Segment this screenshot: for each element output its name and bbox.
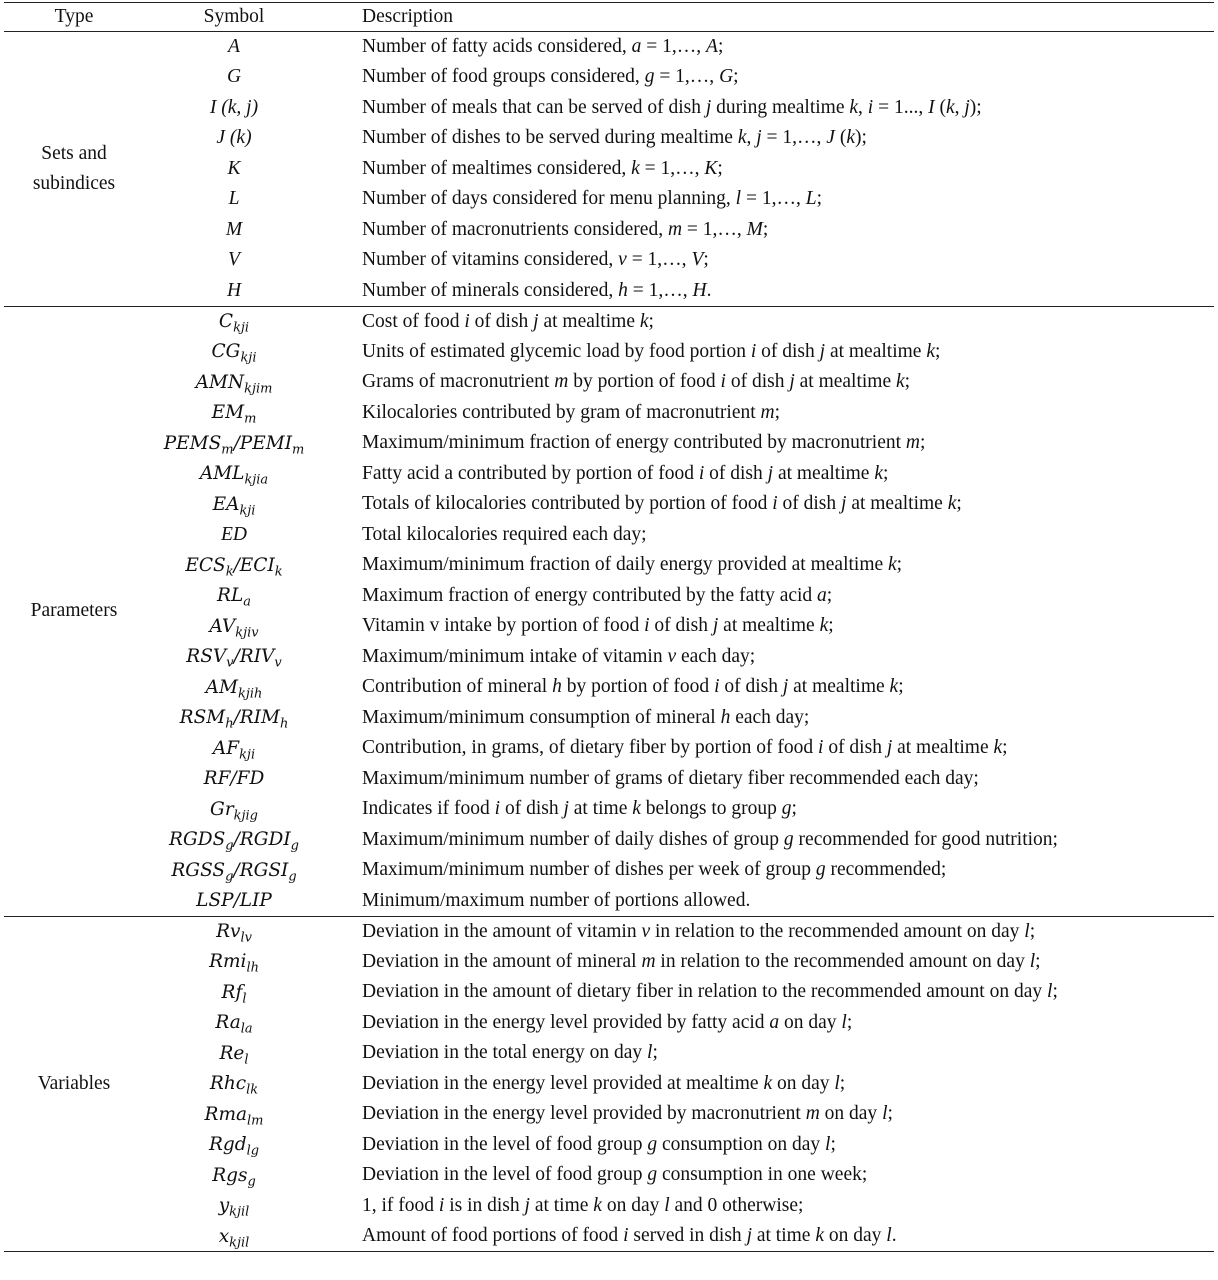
symbol-cell	[144, 611, 354, 642]
symbol-cell	[144, 459, 354, 490]
table-row	[4, 733, 1214, 764]
description-cell: Number of macronutrients considered, m = 1,…, M;	[362, 218, 769, 240]
description-cell: Deviation in the energy level provided by fatty acid a on day l;	[362, 1011, 853, 1033]
description-cell: Deviation in the amount of mineral m in relation to the recommended amount on day l;	[362, 950, 1041, 972]
symbol-text: x	[218, 1225, 230, 1247]
symbol-text: y	[218, 1195, 230, 1217]
symbol-text: Rgs	[212, 1164, 248, 1186]
symbol-subscript: l	[244, 1052, 249, 1068]
symbol-text: Rmi	[209, 951, 247, 973]
symbol-subscript: m	[221, 442, 234, 458]
description-cell: Deviation in the level of food group g consumption on day l;	[362, 1133, 836, 1155]
description-cell: Maximum/minimum number of dishes per week of group g recommended;	[362, 859, 947, 881]
symbol-text: Rhc	[209, 1073, 247, 1095]
notation-table	[4, 2, 1214, 1252]
group-label: Parameters	[30, 600, 118, 621]
symbol-cell	[144, 733, 354, 764]
description-cell: Number of vitamins considered, v = 1,…, V;	[362, 249, 709, 271]
symbol-subscript: l	[242, 991, 247, 1007]
symbol-text: RGDS	[169, 829, 226, 851]
symbol-text: Rf	[221, 981, 243, 1003]
description-cell: Number of minerals considered, h = 1,…, H.	[362, 279, 712, 301]
symbol-text: H	[226, 279, 242, 301]
description-cell: Vitamin v intake by portion of food i of dish j at mealtime k;	[362, 615, 834, 637]
table-row	[4, 489, 1214, 520]
symbol-subscript: g	[225, 869, 234, 885]
description-cell: Maximum/minimum intake of vitamin v each day;	[362, 645, 756, 667]
description-cell: Contribution of mineral h by portion of food i of dish j at mealtime k;	[362, 676, 904, 698]
symbol-subscript: kjiv	[235, 625, 259, 641]
table-row	[4, 1038, 1214, 1069]
symbol-cell	[144, 93, 354, 124]
description-cell: Deviation in the amount of vitamin v in relation to the recommended amount on day l;	[362, 920, 1036, 942]
table-row	[4, 642, 1214, 673]
header-symbol: Symbol	[203, 6, 265, 27]
symbol-text: Rma	[204, 1103, 248, 1125]
symbol-subscript: kjim	[244, 381, 273, 397]
symbol-cell	[144, 1038, 354, 1069]
table-row	[4, 337, 1214, 368]
symbol-cell	[144, 32, 354, 63]
group-sets-and-subindices	[4, 32, 1214, 307]
table-row	[4, 916, 1214, 947]
description-cell: Number of mealtimes considered, k = 1,…, K;	[362, 157, 723, 179]
symbol-subscript: m	[244, 411, 257, 427]
table-row	[4, 947, 1214, 978]
symbol-cell	[144, 703, 354, 734]
table-row	[4, 367, 1214, 398]
symbol-subscript: kjih	[237, 686, 263, 702]
symbol-text: I (k, j)	[209, 96, 259, 118]
symbol-cell	[144, 672, 354, 703]
symbol-cell	[144, 428, 354, 459]
description-cell: Contribution, in grams, of dietary fiber by portion of food i of dish j at mealtime k;	[362, 737, 1008, 759]
symbol-text: EM	[211, 402, 245, 424]
symbol-cell	[144, 1221, 354, 1252]
symbol-subscript: kjil	[229, 1235, 250, 1251]
symbol-subscript: kji	[240, 350, 257, 366]
symbol-text: RSM	[179, 707, 226, 729]
symbol-text: A	[228, 36, 240, 57]
description-cell: Cost of food i of dish j at mealtime k;	[362, 310, 654, 332]
table-row	[4, 550, 1214, 581]
symbol-text-2: /RIV	[233, 646, 275, 668]
table-row	[4, 703, 1214, 734]
symbol-text: RL	[217, 585, 244, 607]
symbol-subscript-2: v	[274, 655, 282, 671]
symbol-subscript: h	[225, 716, 234, 732]
description-cell: Maximum/minimum consumption of mineral h each day;	[362, 706, 810, 728]
table-row	[4, 1099, 1214, 1130]
symbol-cell	[144, 550, 354, 581]
symbol-cell	[144, 337, 354, 368]
symbol-subscript-2: g	[290, 838, 299, 854]
symbol-cell	[144, 977, 354, 1008]
symbol-subscript: kjia	[244, 472, 269, 488]
symbol-subscript: g	[247, 1174, 256, 1190]
table-row	[4, 764, 1214, 795]
symbol-cell	[144, 886, 354, 917]
description-cell: Deviation in the energy level provided at mealtime k on day l;	[362, 1072, 846, 1094]
symbol-cell	[144, 215, 354, 246]
description-cell: Deviation in the amount of dietary fiber in relation to the recommended amount on day l;	[362, 981, 1058, 1003]
symbol-subscript: kji	[239, 503, 256, 519]
table-row	[4, 825, 1214, 856]
table-row	[4, 1008, 1214, 1039]
symbol-subscript: lh	[246, 960, 259, 976]
symbol-text-2: /ECI	[233, 554, 275, 576]
header-row	[4, 3, 1214, 32]
table-row	[4, 855, 1214, 886]
symbol-subscript: kjil	[229, 1204, 250, 1220]
symbol-text: AV	[209, 615, 236, 637]
table-row	[4, 154, 1214, 185]
symbol-cell	[144, 825, 354, 856]
symbol-text: EA	[212, 493, 240, 515]
symbol-cell	[144, 62, 354, 93]
symbol-text-2: /RIM	[233, 707, 280, 729]
symbol-text: ECS	[185, 554, 226, 576]
symbol-subscript: lv	[240, 930, 252, 946]
table-row	[4, 93, 1214, 124]
symbol-text: M	[225, 218, 243, 240]
description-cell: Minimum/maximum number of portions allowed.	[362, 889, 751, 911]
symbol-text: ED	[221, 523, 247, 545]
description-cell: Indicates if food i of dish j at time k belongs to group g;	[362, 798, 797, 820]
description-cell: Maximum/minimum fraction of daily energy provided at mealtime k;	[362, 554, 903, 576]
description-cell: Units of estimated glycemic load by food portion i of dish j at mealtime k;	[362, 340, 941, 362]
header-type: Type	[54, 6, 94, 27]
symbol-text: K	[227, 157, 241, 179]
symbol-cell	[144, 642, 354, 673]
header-description: Description	[362, 6, 453, 27]
symbol-cell	[144, 245, 354, 276]
group-parameters	[4, 306, 1214, 916]
symbol-cell	[144, 947, 354, 978]
symbol-subscript-2: m	[292, 442, 305, 458]
table-row	[4, 886, 1214, 917]
description-cell: Deviation in the energy level provided by macronutrient m on day l;	[362, 1103, 893, 1125]
table-row	[4, 1130, 1214, 1161]
symbol-cell	[144, 794, 354, 825]
symbol-subscript: lg	[246, 1143, 260, 1159]
table-row	[4, 1069, 1214, 1100]
symbol-cell	[144, 1069, 354, 1100]
symbol-subscript: kji	[239, 747, 256, 763]
table-row	[4, 611, 1214, 642]
symbol-cell	[144, 520, 354, 551]
symbol-cell	[144, 184, 354, 215]
description-cell: Number of fatty acids considered, a = 1,…, A;	[362, 36, 724, 57]
symbol-text: Rv	[216, 921, 241, 942]
group-label: Sets and subindices	[32, 142, 116, 194]
group-label: Variables	[37, 1072, 111, 1094]
symbol-subscript: g	[225, 838, 234, 854]
symbol-subscript: la	[240, 1021, 253, 1037]
table-row	[4, 306, 1214, 337]
symbol-text: AMN	[195, 371, 245, 393]
table-row	[4, 32, 1214, 63]
symbol-cell	[144, 276, 354, 307]
symbol-cell	[144, 306, 354, 337]
description-cell: Deviation in the level of food group g consumption in one week;	[362, 1164, 868, 1186]
symbol-text: V	[228, 249, 240, 271]
table-row	[4, 977, 1214, 1008]
symbol-text: Re	[219, 1042, 245, 1064]
symbol-cell	[144, 123, 354, 154]
symbol-text: G	[226, 66, 242, 88]
table-row	[4, 428, 1214, 459]
symbol-cell	[144, 764, 354, 795]
table-row	[4, 794, 1214, 825]
symbol-subscript: kji	[233, 320, 250, 336]
table-row	[4, 581, 1214, 612]
table-row	[4, 1221, 1214, 1252]
table-row	[4, 123, 1214, 154]
symbol-text: AF	[212, 737, 240, 759]
symbol-cell	[144, 1191, 354, 1222]
symbol-text-2: /RGSI	[233, 859, 289, 881]
description-cell: Kilocalories contributed by gram of macronutrient m;	[362, 401, 781, 423]
symbol-text: L	[228, 188, 240, 210]
symbol-subscript-2: k	[274, 564, 283, 580]
table-row	[4, 459, 1214, 490]
description-cell: Total kilocalories required each day;	[362, 523, 647, 545]
description-cell: Maximum/minimum fraction of energy contributed by macronutrient m;	[362, 432, 926, 454]
group-variables	[4, 916, 1214, 1252]
symbol-text: PEMS	[163, 432, 222, 454]
description-cell: Amount of food portions of food i served in dish j at time k on day l.	[362, 1225, 897, 1246]
table-row	[4, 520, 1214, 551]
table-row	[4, 184, 1214, 215]
symbol-cell	[144, 398, 354, 429]
symbol-cell	[144, 1099, 354, 1130]
table-row	[4, 672, 1214, 703]
symbol-text: RF/FD	[203, 768, 265, 790]
symbol-subscript: lm	[247, 1113, 264, 1129]
symbol-cell	[144, 855, 354, 886]
symbol-text: RSV	[186, 646, 227, 668]
symbol-cell	[144, 489, 354, 520]
description-cell: 1, if food i is in dish j at time k on day l and 0 otherwise;	[362, 1194, 804, 1216]
symbol-subscript: k	[225, 564, 234, 580]
symbol-subscript-2: h	[279, 716, 289, 732]
description-cell: Number of days considered for menu planning, l = 1,…, L;	[362, 188, 822, 210]
description-cell: Number of food groups considered, g = 1,…, G;	[362, 66, 739, 88]
description-cell: Grams of macronutrient m by portion of food i of dish j at mealtime k;	[362, 371, 911, 393]
symbol-text: Gr	[210, 798, 234, 820]
table-row	[4, 1191, 1214, 1222]
symbol-cell	[144, 154, 354, 185]
symbol-text: Ra	[215, 1012, 241, 1034]
symbol-cell	[144, 581, 354, 612]
table-row	[4, 398, 1214, 429]
symbol-subscript: lk	[246, 1082, 259, 1098]
description-cell: Totals of kilocalories contributed by portion of food i of dish j at mealtime k;	[362, 493, 962, 515]
description-cell: Number of dishes to be served during mealtime k, j = 1,…, J (k);	[362, 127, 867, 149]
symbol-text: RGSS	[171, 859, 226, 881]
description-cell: Maximum/minimum number of daily dishes of group g recommended for good nutrition;	[362, 828, 1058, 850]
symbol-text-2: /PEMI	[233, 432, 292, 454]
symbol-cell	[144, 1130, 354, 1161]
symbol-text: AML	[199, 463, 245, 485]
symbol-subscript: v	[226, 655, 234, 671]
symbol-subscript-2: g	[288, 869, 297, 885]
symbol-text-2: /RGDI	[233, 829, 291, 851]
symbol-cell	[144, 1008, 354, 1039]
symbol-text: C	[218, 311, 234, 332]
symbol-text: AM	[205, 676, 238, 698]
description-cell: Maximum fraction of energy contributed by the fatty acid a;	[362, 584, 833, 606]
symbol-text: J (k)	[216, 127, 252, 149]
symbol-cell	[144, 916, 354, 947]
table-row	[4, 276, 1214, 307]
symbol-text: LSP/LIP	[196, 890, 272, 911]
symbol-cell	[144, 367, 354, 398]
symbol-subscript: kjig	[233, 808, 258, 824]
table-row	[4, 215, 1214, 246]
description-cell: Maximum/minimum number of grams of dietary fiber recommended each day;	[362, 767, 979, 789]
table-row	[4, 245, 1214, 276]
description-cell: Number of meals that can be served of dish j during mealtime k, i = 1..., I (k, j);	[362, 96, 982, 118]
description-cell: Fatty acid a contributed by portion of food i of dish j at mealtime k;	[362, 462, 889, 484]
description-cell: Deviation in the total energy on day l;	[362, 1042, 658, 1064]
symbol-text: CG	[211, 341, 241, 363]
table-row	[4, 62, 1214, 93]
symbol-text: Rgd	[208, 1134, 247, 1156]
symbol-cell	[144, 1160, 354, 1191]
table-row	[4, 1160, 1214, 1191]
symbol-subscript: a	[243, 594, 251, 610]
